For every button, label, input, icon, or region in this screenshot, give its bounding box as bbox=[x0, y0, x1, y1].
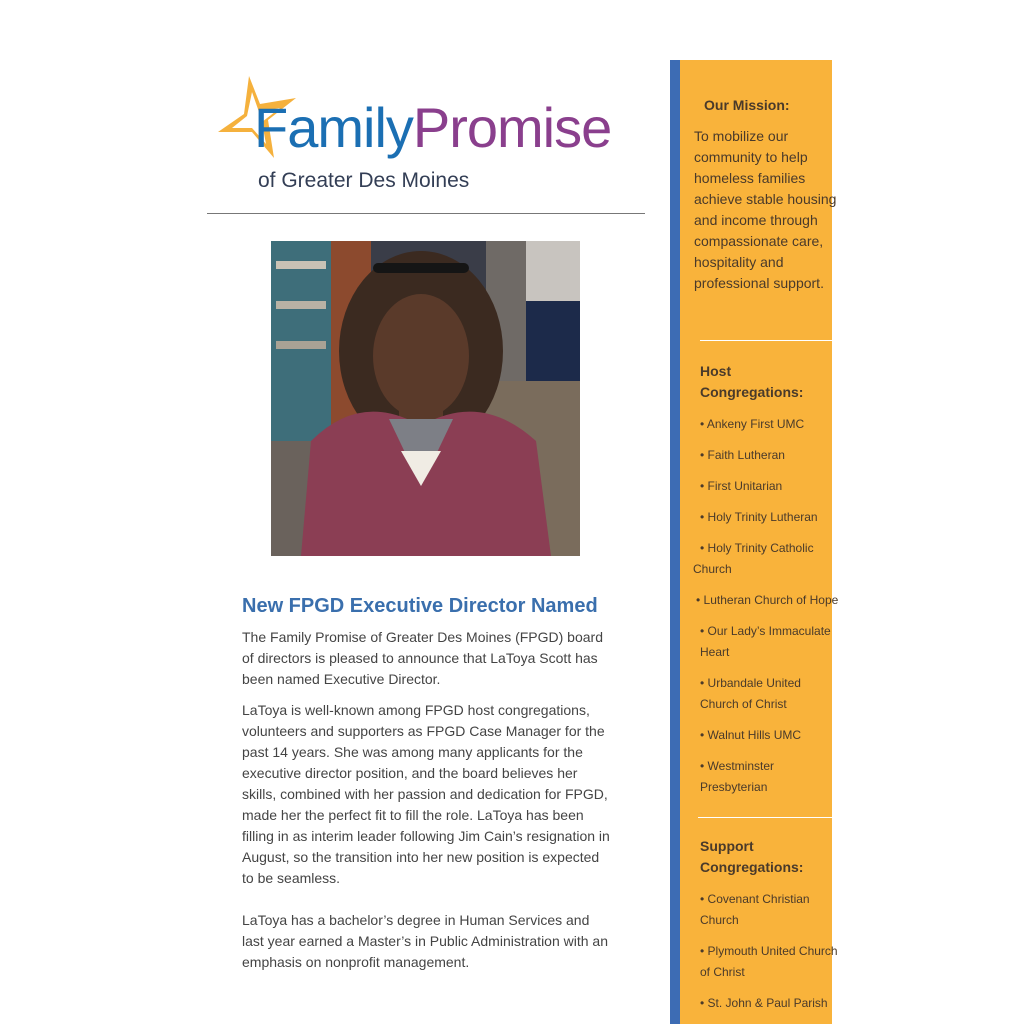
support-congregation-item: • Plymouth United Church of Christ bbox=[700, 944, 838, 979]
sidebar-divider bbox=[698, 817, 834, 818]
host-congregation-item: • Holy Trinity Catholic Church bbox=[693, 541, 814, 576]
article-paragraph: LaToya is well-known among FPGD host congregations, volunteers and supporters as FPGD Case Manager for the past 14 years. She was among many applicants for the executive director position, and the board believes her skills, combined with her passion and dedication for FPGD, made her the perfect fit to fill the role. LaToya has been filling in as interim leader following Jim Cain’s resignation in August, so the transition into her new position is expected to be seamless. bbox=[242, 702, 610, 886]
sidebar bbox=[670, 60, 839, 1024]
host-congregations-heading: Host Congregations: bbox=[700, 363, 804, 400]
support-congregation-item: • Covenant Christian Church bbox=[700, 892, 810, 927]
mission-text: To mobilize our community to help homeless families achieve stable housing and income through compassionate care, hospitality and professional support. bbox=[694, 128, 837, 291]
article bbox=[242, 591, 614, 973]
host-congregation-item: • Faith Lutheran bbox=[700, 448, 785, 462]
host-congregation-item: • Lutheran Church of Hope bbox=[696, 593, 839, 607]
article-headline: New FPGD Executive Director Named bbox=[242, 595, 598, 617]
article-paragraph: The Family Promise of Greater Des Moines (FPGD) board of directors is pleased to announce that LaToya Scott has been named Executive Director. bbox=[242, 629, 603, 687]
host-congregation-item: • Urbandale United Church of Christ bbox=[700, 676, 801, 711]
logo-tagline: of Greater Des Moines bbox=[258, 169, 470, 192]
article-paragraph: LaToya has a bachelor’s degree in Human Services and last year earned a Master’s in Public Administration with an emphasis on nonprofit management. bbox=[242, 912, 608, 970]
portrait-photo bbox=[271, 241, 580, 556]
host-congregation-item: • Holy Trinity Lutheran bbox=[700, 510, 818, 524]
host-congregation-item: • Walnut Hills UMC bbox=[700, 728, 802, 742]
mission-heading: Our Mission: bbox=[704, 97, 790, 113]
support-congregations-heading: Support Congregations: bbox=[700, 838, 804, 875]
support-congregation-item: • St. John & Paul Parish bbox=[700, 996, 828, 1010]
host-congregation-item: • Our Lady’s Immaculate Heart bbox=[700, 624, 831, 659]
family-promise-logo bbox=[214, 72, 644, 197]
host-congregation-item: • Westminster Presbyterian bbox=[700, 759, 774, 794]
host-congregation-item: • Ankeny First UMC bbox=[700, 417, 805, 431]
host-congregation-item: • First Unitarian bbox=[700, 479, 783, 493]
logo-name: FamilyPromise bbox=[254, 96, 612, 159]
sidebar-divider bbox=[700, 340, 832, 341]
header-divider bbox=[207, 213, 645, 214]
